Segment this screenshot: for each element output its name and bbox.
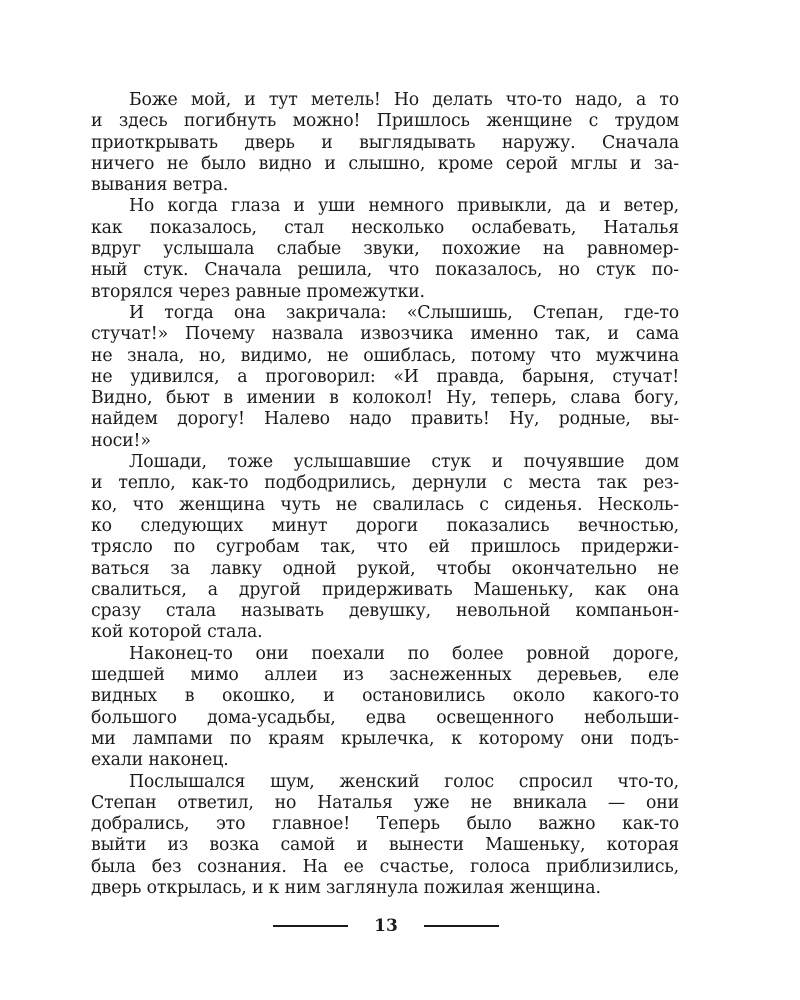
paragraph [91, 90, 679, 196]
page-footer [0, 914, 800, 938]
text-line: Лошади, тоже услышавшие стук и почуявшие дом [129, 452, 679, 473]
text-line: кой которой стала. [91, 622, 263, 643]
text-line: как показалось, стал несколько ослабевать, Наталья [91, 217, 679, 238]
text-line: выйти из возка самой и вынести Машеньку, которая [91, 835, 679, 856]
text-line: трясло по сугробам так, что ей пришлось придержи- [91, 537, 679, 558]
text-line: приоткрывать дверь и выглядывать наружу. Сначала [91, 132, 679, 153]
body-text [91, 90, 679, 899]
footer-rule-right [424, 925, 499, 927]
text-line: большого дома-усадьбы, едва освещенного небольши- [91, 707, 679, 728]
text-line: дверь открылась, и к ним заглянула пожилая женщина. [91, 877, 601, 898]
text-line: шедшей мимо аллеи из заснеженных деревьев, еле [91, 665, 679, 686]
footer-rule-left [273, 925, 348, 927]
text-line: не знала, но, видимо, не ошиблась, потому что мужчина [91, 345, 679, 366]
text-line: и здесь погибнуть можно! Пришлось женщине с трудом [91, 111, 679, 132]
text-line: сразу стала называть девушку, невольной компаньон- [91, 601, 679, 622]
text-line: была без сознания. На ее счастье, голоса приблизились, [91, 856, 679, 877]
text-line: Послышался шум, женский голос спросил что-то, [129, 771, 679, 792]
paragraph [91, 452, 679, 644]
text-line: Но когда глаза и уши немного привыкли, да и ветер, [129, 196, 679, 217]
text-line: ехали наконец. [91, 750, 229, 771]
text-line: свалиться, а другой придерживать Машеньку, как она [91, 579, 679, 600]
text-line: ко, что женщина чуть не свалилась с сиденья. Несколь- [91, 494, 679, 515]
text-line: и тепло, как-то подбодрились, дернули с места так рез- [91, 473, 679, 494]
text-line: не удивился, а проговорил: «И правда, барыня, стучат! [91, 366, 679, 387]
paragraph [91, 772, 679, 900]
text-line: И тогда она закричала: «Слышишь, Степан, где-то [129, 302, 679, 323]
text-line: видных в окошко, и остановились около какого-то [91, 686, 679, 707]
paragraph [91, 644, 679, 772]
text-line: вдруг услышала слабые звуки, похожие на равномер- [91, 239, 679, 260]
paragraph [91, 196, 679, 302]
text-line: Наконец-то они поехали по более ровной дороге, [129, 643, 679, 664]
text-line: Степан ответил, но Наталья уже не вникала — они [91, 792, 679, 813]
text-line: Боже мой, и тут метель! Но делать что-то надо, а то [129, 90, 679, 110]
text-line: добрались, это главное! Теперь было важно как-то [91, 814, 679, 835]
page-number: 13 [374, 916, 398, 936]
text-line: ми лампами по краям крылечка, к которому они подъ- [91, 728, 679, 749]
text-line: ко следующих минут дороги показались вечностью, [91, 515, 679, 536]
text-line: Видно, бьют в имении в колокол! Ну, теперь, слава богу, [91, 388, 679, 409]
text-line: ный стук. Сначала решила, что показалось, но стук по- [91, 260, 679, 281]
text-line: найдем дорогу! Налево надо править! Ну, родные, вы- [91, 409, 679, 430]
paragraph [91, 303, 679, 452]
text-line: стучат!» Почему назвала извозчика именно так, и сама [91, 324, 679, 345]
text-line: ничего не было видно и слышно, кроме серой мглы и за- [91, 153, 679, 174]
text-line: вывания ветра. [91, 175, 229, 196]
text-line: носи!» [91, 430, 151, 451]
text-line: ваться за лавку одной рукой, чтобы окончательно не [91, 558, 679, 579]
text-line: вторялся через равные промежутки. [91, 281, 425, 302]
